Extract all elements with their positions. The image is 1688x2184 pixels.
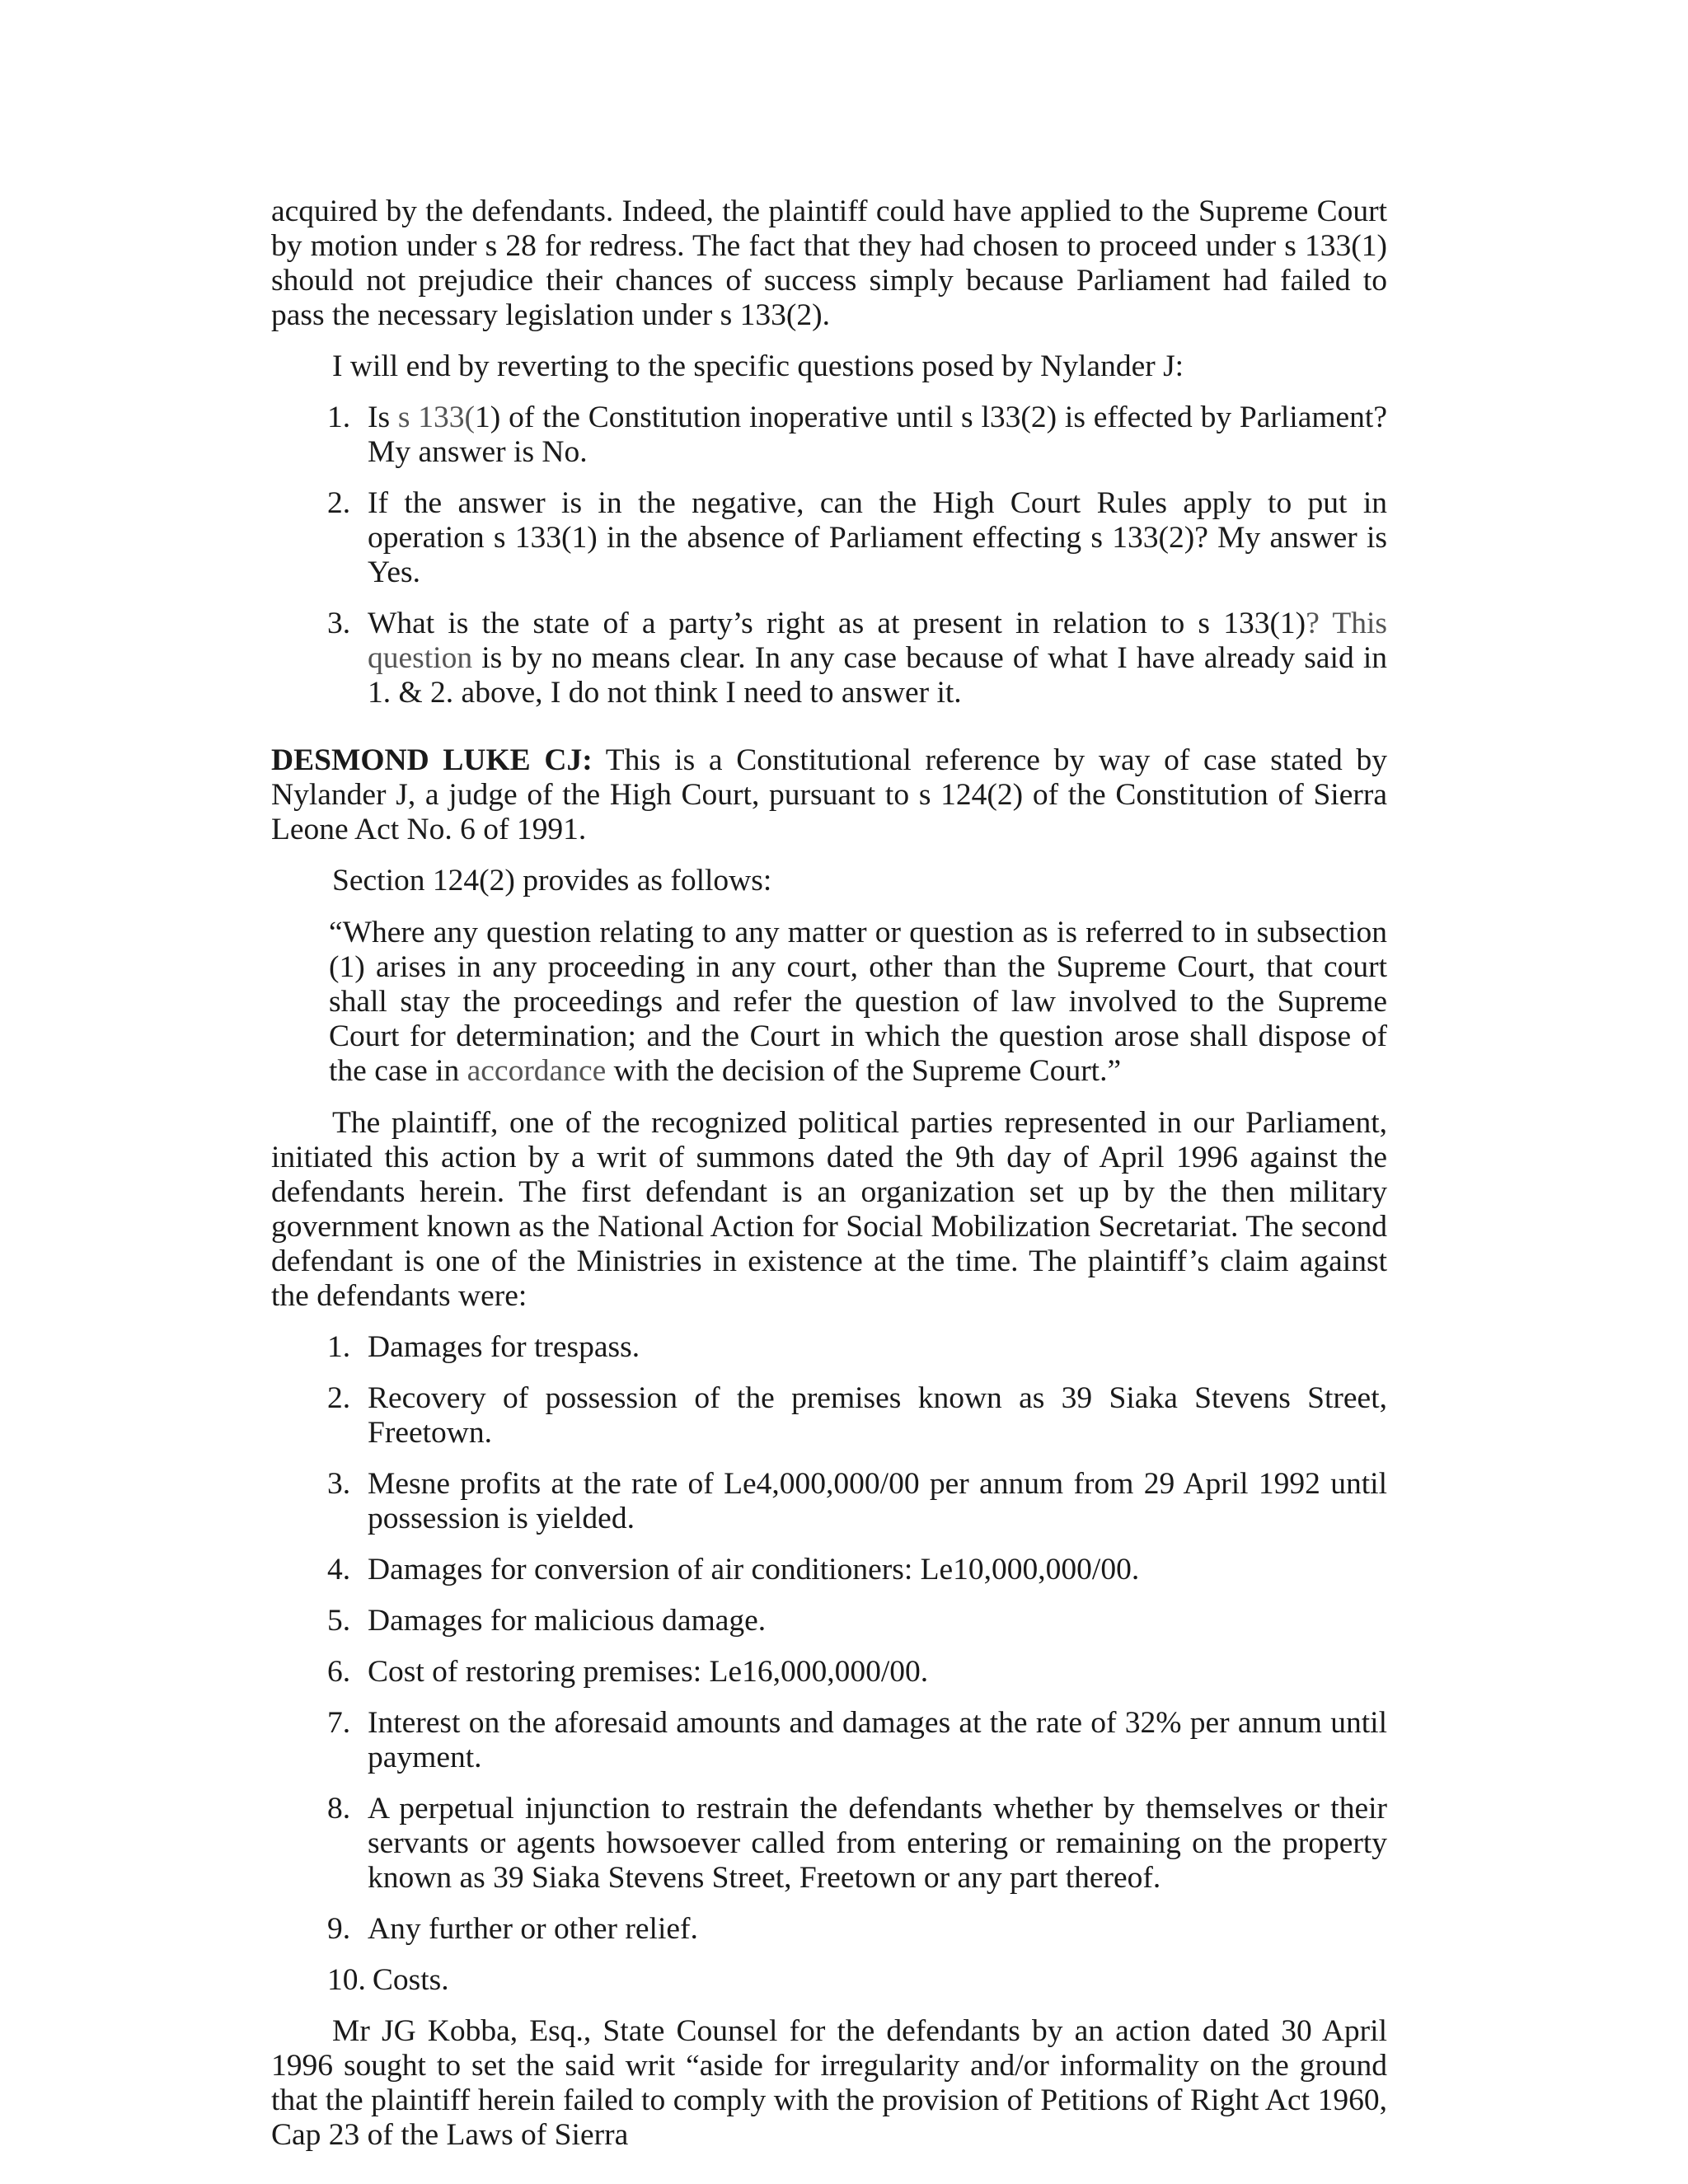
list-item-claim-9 (271, 1912, 1387, 1947)
list-number: 3. (327, 607, 351, 640)
question-text: 1) of the Constitution inoperative until s l33(2) is effected by Parliament? My answer is No. (368, 401, 1387, 469)
questions-list (271, 401, 1387, 710)
paragraph-continuation: acquired by the defendants. Indeed, the plaintiff could have applied to the Supreme Court by motion under s 28 for redress. The fact that they had chosen to proceed under s 133(1) should not prejudice their chances of success simply because Parliament had failed to pass the necessary legislation under s 133(2). (271, 194, 1387, 332)
question-text-grey: s 133( (397, 401, 476, 434)
claim-text: Damages for trespass. (368, 1330, 640, 1364)
list-item-claim-2 (271, 1381, 1387, 1451)
claim-text: Interest on the aforesaid amounts and damages at the rate of 32% per annum until payment. (368, 1706, 1387, 1774)
question-text: is by no means clear. In any case because of what I have already said in 1. & 2. above, I do not think I need to answer it. (368, 641, 1387, 710)
claim-text: A perpetual injunction to restrain the defendants whether by themselves or their servants or agents howsoever called from entering or remaining on the property known as 39 Siaka Stevens Street, Freetown or any part thereof. (368, 1792, 1387, 1895)
list-number: 5. (327, 1604, 351, 1638)
paragraph-judgment-opening (271, 743, 1387, 847)
list-number: 4. (327, 1553, 351, 1586)
quote-text-grey: accordance (467, 1054, 607, 1088)
list-number: 1. (327, 401, 351, 434)
list-number: 9. (327, 1912, 351, 1946)
claim-text: Any further or other relief. (368, 1912, 698, 1946)
paragraph-plaintiff: The plaintiff, one of the recognized political parties represented in our Parliament, initiated this action by a writ of summons dated the 9th day of April 1996 against the defendants herein. The first defendant is an organization set up by the then military government known as the National Action for Social Mobilization Secretariat. The second defendant is one of the Ministries in existence at the time. The plaintiff’s claim against the defendants were: (271, 1106, 1387, 1313)
list-item-claim-8 (271, 1792, 1387, 1896)
block-quote (329, 916, 1387, 1089)
list-number: 2. (327, 486, 351, 520)
list-item-claim-10 (271, 1963, 1387, 1998)
list-item-question-1 (271, 401, 1387, 470)
quote-text: with the decision of the Supreme Court.” (606, 1054, 1122, 1088)
claim-text: Recovery of possession of the premises known as 39 Siaka Stevens Street, Freetown. (368, 1381, 1387, 1450)
claims-list (271, 1330, 1387, 1998)
list-item-claim-5 (271, 1604, 1387, 1638)
claim-text: Cost of restoring premises: Le16,000,000/00. (368, 1655, 929, 1689)
list-number: 7. (327, 1706, 351, 1740)
paragraph-state-counsel: Mr JG Kobba, Esq., State Counsel for the defendants by an action dated 30 April 1996 sought to set the said writ “aside for irregularity and/or informality on the ground that the plaintiff herein failed to comply with the provision of Petitions of Right Act 1960, Cap 23 of the Laws of Sierra (271, 2014, 1387, 2152)
quote-text: “Where any question relating to any matter or question as is referred to in subsection (1) arises in any proceeding in any court, other than the Supreme Court, that court shall stay the proceedings and refer the question of law involved to the Supreme Court for determination; and the Court in which the question arose shall dispose of the case in (329, 916, 1387, 1088)
document-page (271, 194, 1387, 2153)
paragraph-questions-intro: I will end by reverting to the specific questions posed by Nylander J: (332, 349, 1184, 383)
paragraph-section-intro: Section 124(2) provides as follows: (332, 864, 772, 898)
claim-text: Damages for conversion of air conditioners: Le10,000,000/00. (368, 1553, 1140, 1586)
list-number: 1. (327, 1330, 351, 1364)
list-number: 10. (327, 1963, 366, 1997)
list-item-claim-1 (271, 1330, 1387, 1365)
question-text: What is the state of a party’s right as at present in relation to s 133(1) (368, 607, 1306, 640)
judge-name-heading: DESMOND LUKE CJ: (271, 743, 593, 777)
list-item-claim-7 (271, 1706, 1387, 1775)
judgment-opening-text: This is a Constitutional reference by way of case stated by Nylander J, a judge of the High Court, pursuant to s 124(2) of the Constitution of Sierra Leone Act No. 6 of 1991. (271, 743, 1387, 846)
claim-text: Damages for malicious damage. (368, 1604, 767, 1638)
list-item-claim-3 (271, 1467, 1387, 1536)
list-item-question-2 (271, 486, 1387, 590)
list-number: 6. (327, 1655, 351, 1689)
question-text: Is (368, 401, 398, 434)
claim-text: Costs. (372, 1963, 449, 1997)
question-text-grey: ? This question (368, 607, 1387, 675)
list-number: 2. (327, 1381, 351, 1415)
list-item-claim-6 (271, 1655, 1387, 1690)
list-item-claim-4 (271, 1553, 1387, 1587)
claim-text: Mesne profits at the rate of Le4,000,000/00 per annum from 29 April 1992 until possession is yielded. (368, 1467, 1387, 1535)
list-number: 3. (327, 1467, 351, 1501)
list-item-question-3 (271, 607, 1387, 710)
list-number: 8. (327, 1792, 351, 1825)
question-text: If the answer is in the negative, can the High Court Rules apply to put in operation s 133(1) in the absence of Parliament effecting s 133(2)? My answer is Yes. (368, 486, 1387, 589)
